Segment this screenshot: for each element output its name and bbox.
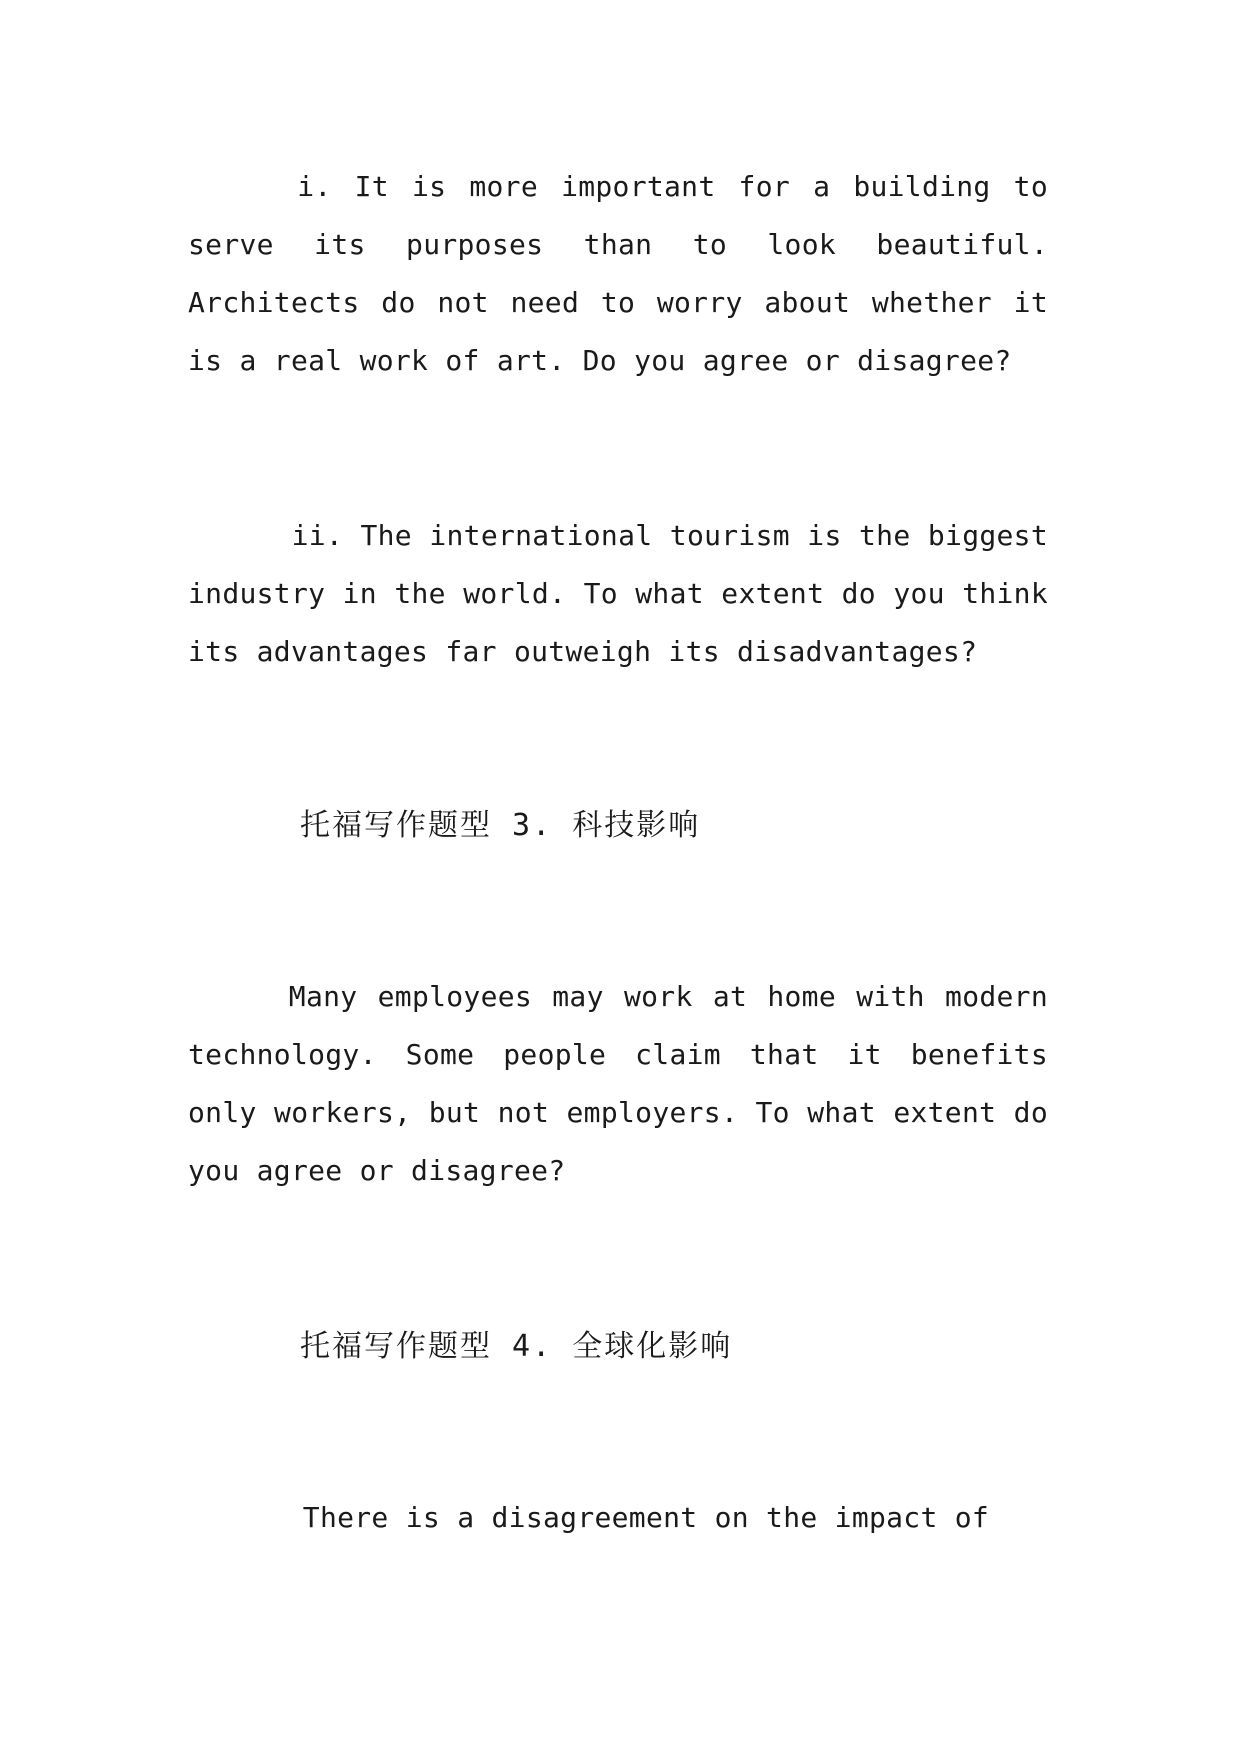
section-heading-technology: 托福写作题型 3. 科技影响 xyxy=(300,808,701,843)
question-paragraph-tourism: ii. The international tourism is the biggest industry in the world. To what extent do you think its advantages far outweigh its disadvantages? xyxy=(188,519,1048,668)
question-paragraph-globalization: There is a disagreement on the impact of xyxy=(302,1501,990,1534)
question-paragraph-architecture: i. It is more important for a building to serve its purposes than to look beautiful. Architects do not need to worry about whether it is a real work of art. Do you agree or disagree? xyxy=(188,170,1048,377)
question-paragraph-remote-work: Many employees may work at home with modern technology. Some people claim that it benefits only workers, but not employers. To what extent do you agree or disagree? xyxy=(188,980,1048,1187)
section-heading-globalization: 托福写作题型 4. 全球化影响 xyxy=(300,1329,733,1364)
